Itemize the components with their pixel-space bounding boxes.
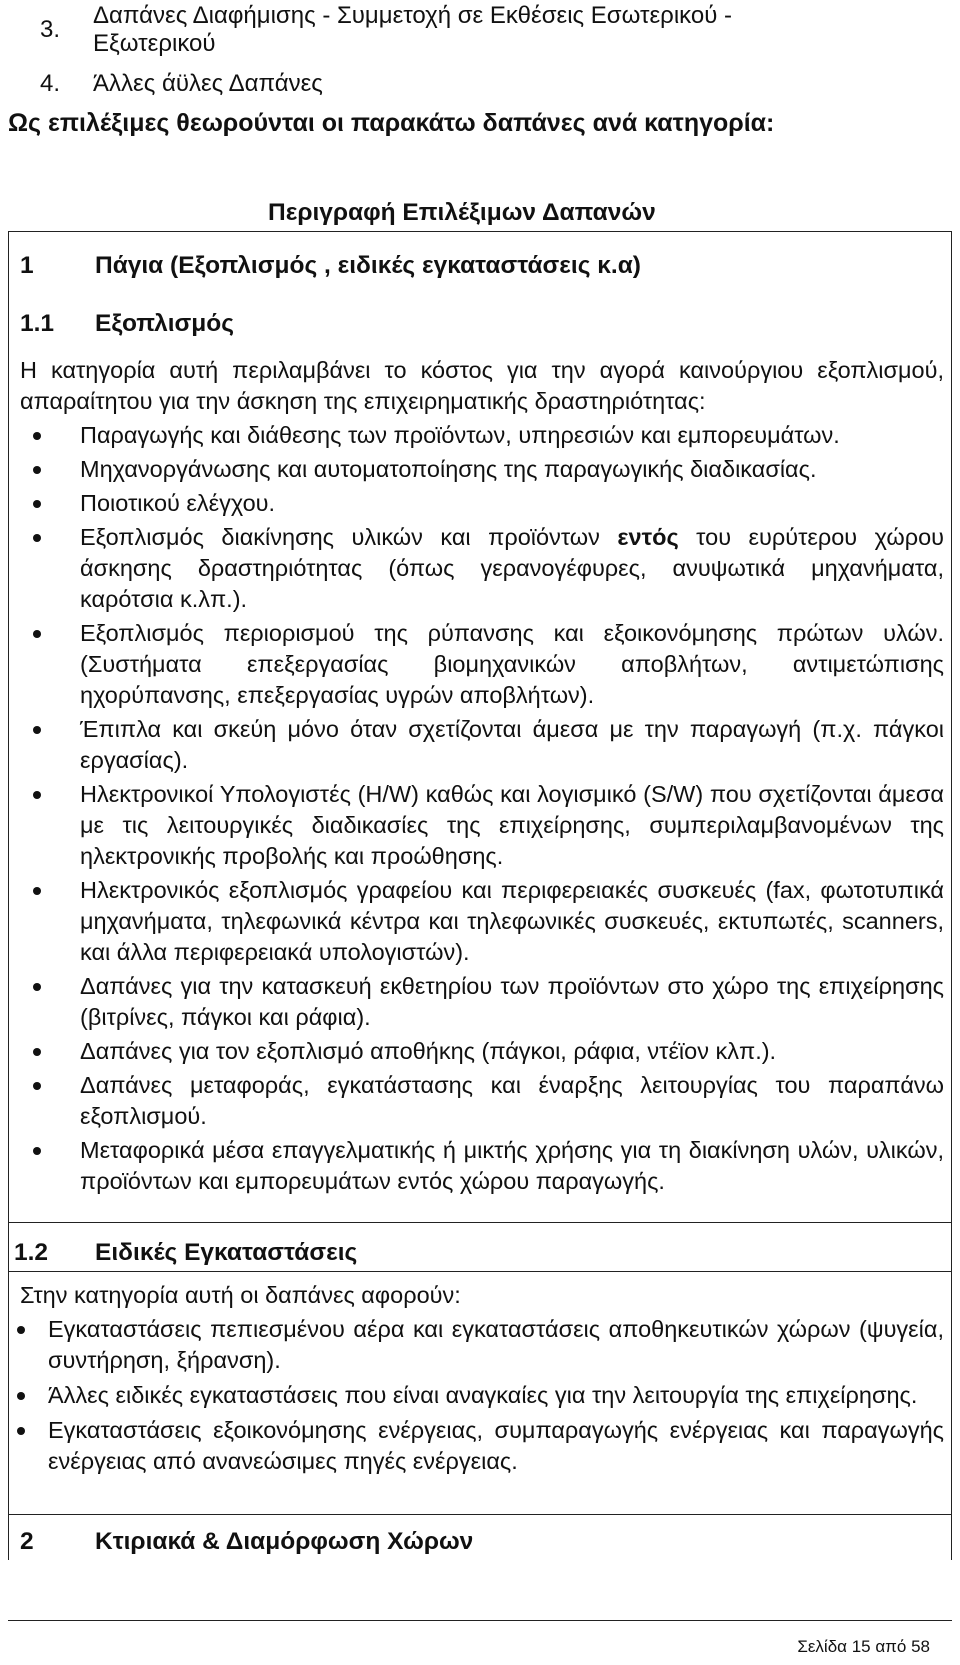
section-1-1-number: 1.1 bbox=[20, 310, 55, 337]
list-item-3-line1: Δαπάνες Διαφήμισης - Συμμετοχή σε Εκθέσεις Εσωτερικού - bbox=[93, 2, 732, 29]
table-header-divider bbox=[8, 231, 952, 232]
section-1-title: Πάγια (Εξοπλισμός , ειδικές εγκαταστάσεις κ.α) bbox=[95, 252, 641, 279]
list-item: Μηχανοργάνωσης και αυτοματοποίησης της παραγωγικής διαδικασίας. bbox=[0, 454, 960, 485]
list-number-4: 4. bbox=[40, 70, 61, 97]
section-1-2-intro: Στην κατηγορία αυτή οι δαπάνες αφορούν: bbox=[20, 1282, 461, 1308]
installations-list bbox=[0, 1314, 960, 1477]
section-divider bbox=[8, 1222, 952, 1223]
list-item: Μεταφορικά μέσα επαγγελματικής ή μικτής χρήσης για τη διακίνηση υλών, υλικών, προϊόντων και εμπορευμάτων εντός χώρου παραγωγής. bbox=[0, 1135, 960, 1197]
list-item: Ηλεκτρονικός εξοπλισμός γραφείου και περιφερειακές συσκευές (fax, φωτοτυπικά μηχανήματα, τηλεφωνικά κέντρα και τηλεφωνικές συσκευές, εκτυπωτές, scanners, και άλλα περιφερειακά υπολογιστών). bbox=[0, 875, 960, 968]
section-2-title: Κτιριακά & Διαμόρφωση Χώρων bbox=[95, 1528, 474, 1555]
section-1-2-number: 1.2 bbox=[14, 1239, 49, 1266]
list-item: Ηλεκτρονικοί Υπολογιστές (H/W) καθώς και λογισμικό (S/W) που σχετίζονται άμεσα με τις λειτουργικές διαδικασίες της επιχείρησης, συμπεριλαμβανομένων της ηλεκτρονικής προβολής και προώθησης. bbox=[0, 779, 960, 872]
page-number: Σελίδα 15 από 58 bbox=[797, 1637, 930, 1656]
table-right-border bbox=[951, 231, 952, 1560]
emphasis-text: εντός bbox=[617, 524, 679, 550]
list-item: Εγκαταστάσεις εξοικονόμησης ενέργειας, συμπαραγωγής ενέργειας και παραγωγής ενέργειας από ανανεώσιμες πηγές ενέργειας. bbox=[0, 1415, 960, 1477]
list-item bbox=[0, 522, 960, 615]
section-1-1-title: Εξοπλισμός bbox=[95, 310, 234, 337]
list-item: Έπιπλα και σκεύη μόνο όταν σχετίζονται άμεσα με την παραγωγή (π.χ. πάγκοι εργασίας). bbox=[0, 714, 960, 776]
list-item: Δαπάνες για τον εξοπλισμό αποθήκης (πάγκοι, ράφια, ντέϊον κλπ.). bbox=[0, 1036, 960, 1067]
table-left-border bbox=[8, 231, 9, 1560]
list-item: Εξοπλισμός περιορισμού της ρύπανσης και εξοικονόμησης πρώτων υλών.(Συστήματα επεξεργασίας βιομηχανικών αποβλήτων, αντιμετώπισης ηχορύπανσης, επεξεργασίας υγρών αποβλήτων). bbox=[0, 618, 960, 711]
list-item-text: Εξοπλισμός διακίνησης υλικών και προϊόντων bbox=[80, 524, 618, 550]
section-divider bbox=[8, 1271, 952, 1272]
section-divider bbox=[8, 1514, 952, 1515]
list-item: Ποιοτικού ελέγχου. bbox=[0, 488, 960, 519]
footer-rule bbox=[8, 1620, 952, 1621]
equipment-list bbox=[0, 420, 960, 1197]
section-2-number: 2 bbox=[20, 1528, 34, 1555]
list-item-4: Άλλες άϋλες Δαπάνες bbox=[93, 70, 323, 97]
section-1-2-title: Ειδικές Εγκαταστάσεις bbox=[95, 1239, 358, 1266]
list-item: Δαπάνες για την κατασκευή εκθετηρίου των προϊόντων στο χώρο της επιχείρησης (βιτρίνες, πάγκοι και ράφια). bbox=[0, 971, 960, 1033]
table-title: Περιγραφή Επιλέξιμων Δαπανών bbox=[268, 199, 656, 226]
list-item-3-line2: Εξωτερικού bbox=[93, 30, 216, 57]
list-item: Δαπάνες μεταφοράς, εγκατάστασης και έναρξης λειτουργίας του παραπάνω εξοπλισμού. bbox=[0, 1070, 960, 1132]
list-item: Άλλες ειδικές εγκαταστάσεις που είναι αναγκαίες για την λειτουργία της επιχείρησης. bbox=[0, 1380, 960, 1411]
list-number-3: 3. bbox=[40, 16, 61, 43]
list-item: Παραγωγής και διάθεσης των προϊόντων, υπηρεσιών και εμπορευμάτων. bbox=[0, 420, 960, 451]
list-item-text: του ευρύτερου χώρου άσκησης δραστηριότητας (όπως γερανογέφυρες, ανυψωτικά μηχανήματα, καρότσια κ.λπ.). bbox=[80, 524, 944, 612]
list-item: Εγκαταστάσεις πεπιεσμένου αέρα και εγκαταστάσεις αποθηκευτικών χώρων (ψυγεία, συντήρηση, ξήρανση). bbox=[0, 1314, 960, 1376]
eligible-heading: Ως επιλέξιμες θεωρούνται οι παρακάτω δαπάνες ανά κατηγορία: bbox=[8, 109, 775, 137]
section-1-1-intro: Η κατηγορία αυτή περιλαμβάνει το κόστος για την αγορά καινούργιου εξοπλισμού, απαραίτητου για την άσκηση της επιχειρηματικής δραστηριότητας: bbox=[20, 357, 944, 414]
section-1-number: 1 bbox=[20, 252, 34, 279]
